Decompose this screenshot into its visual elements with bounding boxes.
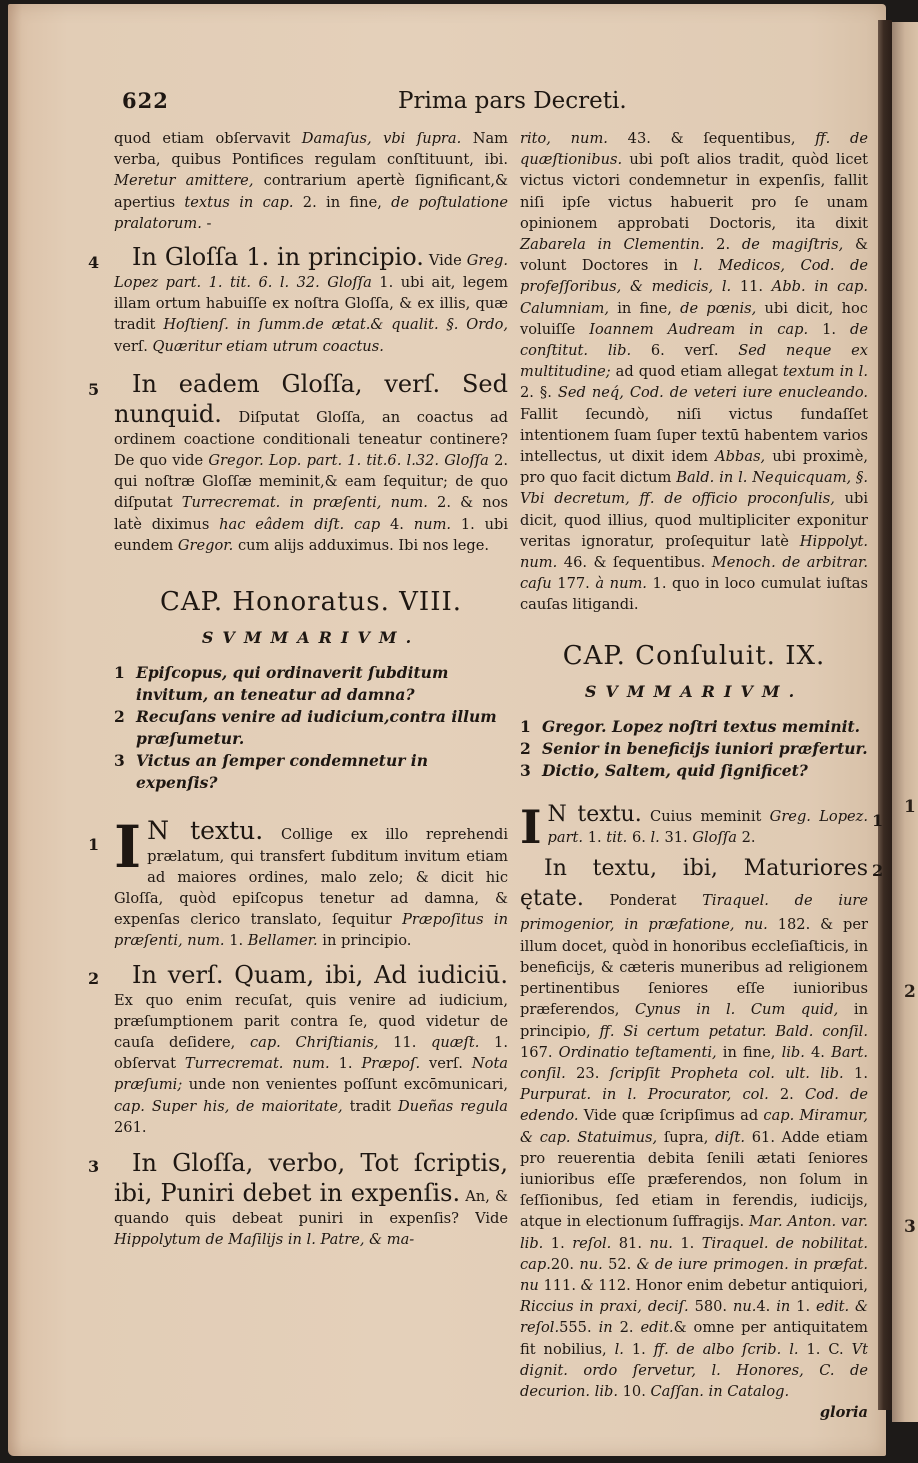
italic-run: Præpoſitus in præſenti, num. (114, 911, 508, 950)
text-run: ad quod etiam allegat (610, 363, 783, 381)
summarium-title: SVMMARIVM. (584, 681, 804, 701)
summarium-item: 3 Victus an ſemper condemnetur in expenſis? (114, 751, 428, 793)
italic-run: edit. & reſol. (520, 1298, 868, 1337)
text-run: 167. (520, 1043, 559, 1061)
text-run: 177. (551, 575, 596, 593)
italic-run: Abb. in cap. Calumniam, (520, 278, 868, 317)
italic-run: de magiſtris, (741, 236, 844, 254)
text-run: 6. (627, 829, 651, 847)
italic-run: Purpurat. in l. Procurator, col. (520, 1086, 769, 1104)
note-body (114, 409, 508, 554)
chapter-heading: CAP. Conſuluit. IX. (562, 640, 826, 671)
text-run: 555. (559, 1319, 599, 1337)
italic-run: Cynus in l. Cum quid, (634, 1001, 839, 1019)
text-run: 1. ubi ait, legem illam ortum habuiſſe ex noſtra Gloſſa, & ex illis, quæ tradit (114, 274, 508, 334)
note-2 (520, 854, 884, 1423)
lemma: In textu, ibi, Maturiores ętate. (520, 856, 868, 912)
note-2 (88, 960, 509, 1138)
text-run: & volunt Doctores in (520, 236, 868, 275)
text-run: 81. (611, 1234, 650, 1252)
text-run: 1. (623, 1340, 654, 1358)
text-run: - (201, 214, 212, 232)
text-run: 11. (731, 278, 772, 296)
margin-number: 1 (872, 811, 884, 831)
text-run: in fine, (609, 299, 681, 317)
text-run: 2. (736, 829, 756, 847)
text-run: 4. (380, 515, 414, 533)
italic-run: Ordinatio teſtamenti, (558, 1043, 717, 1061)
note-3 (88, 1148, 509, 1250)
text-run: 4. (804, 1043, 832, 1061)
italic-run: Nota præſumi; (114, 1055, 509, 1094)
italic-run: cap. Super his, de maioritate, (114, 1097, 343, 1115)
italic-run: Quæritur etiam utrum coactus. (152, 337, 384, 355)
italic-run: ſcripſit Propheta col. ult. lib. (609, 1064, 844, 1082)
italic-run: edit. (640, 1319, 674, 1337)
text-run: 111. (538, 1276, 581, 1294)
summarium-item: 3 Dictio, Saltem, quid ſignificet? (520, 761, 808, 781)
note-4 (88, 242, 509, 357)
text-run: 1. (224, 932, 248, 950)
text-run: 1. C. (798, 1340, 852, 1358)
note-5 (88, 369, 509, 556)
note-body (520, 892, 868, 1399)
text-run: verſ. (114, 337, 153, 355)
facing-margin-number: 3 (904, 1217, 916, 1237)
text-run: 31. (659, 829, 693, 847)
italic-run: de pœnis, (680, 299, 757, 317)
margin-number: 1 (88, 835, 100, 855)
italic-run: Zabarela in Clementin. (520, 236, 705, 254)
italic-run: ff. de albo ſcrib. l. (653, 1340, 799, 1358)
italic-run: Cod. de edendo. (520, 1086, 868, 1125)
italic-run: diſt. (715, 1128, 746, 1146)
italic-run: Abbas, (715, 448, 766, 466)
italic-run: textus in cap. (184, 193, 294, 211)
facing-margin-number: 1 (904, 797, 916, 817)
text-run: unde non venientes poſſunt excōmunicari, (182, 1076, 508, 1094)
italic-run: Gregor. (177, 536, 234, 554)
text-run: ubi poſt alios tradit, quòd licet victus victori condemnetur in expenſis, fallit niſi ipſe victus habuerit pro ſe unam opinionem approbati Doctoris, ita dixit (520, 151, 868, 232)
text-run: Ponderat (609, 892, 703, 910)
drop-cap: I (520, 800, 542, 855)
summarium-item: 1 Epiſcopus, qui ordinaverit ſubditum invitum, an teneatur ad damna? (114, 663, 449, 705)
italic-run: Riccius in praxi, deciſ. (520, 1298, 689, 1316)
italic-run: in (598, 1319, 613, 1337)
text-run: 2. (704, 236, 742, 254)
text-run: Nam verba, quibus Pontifices regulam conſtituunt, ibi. (114, 130, 509, 169)
italic-run: Tiraquel. de iure primogenior, in præfatione, nu. (520, 892, 869, 934)
summarium-item: 2 Recuſans venire ad iudicium,contra illum præſumetur. (114, 707, 497, 749)
italic-run: nu. (649, 1234, 673, 1252)
italic-run: Menoch. de arbitrar. caſu (520, 554, 868, 593)
italic-run: Caſſan. in Catalog. (650, 1382, 790, 1400)
italic-run: Tiraquel. de nobilitat. cap. (520, 1234, 868, 1273)
margin-number: 2 (872, 861, 884, 881)
text-run: 1. (843, 1064, 868, 1082)
text-run: 2. §. (520, 384, 558, 402)
italic-run: Bald. in l. Nequicquam, §. Vbi decretum, ff. de officio proconſulis, (520, 469, 868, 508)
italic-run: Damaſus, vbi ſupra. (301, 130, 462, 147)
italic-run: Greg. Lopez part. 1. tit. 6. l. 32. Gloſſa (114, 252, 508, 292)
text-run: cum alijs adduximus. Ibi nos lege. (233, 536, 490, 554)
italic-run: Meretur amittere, (114, 172, 254, 190)
italic-run: Vt dignit. ordo ſervetur, l. Honores, C. de decurion. lib. (520, 1340, 869, 1400)
page-number: 622 (122, 88, 169, 113)
italic-run: ff. de quæſtionibus. (520, 130, 868, 169)
italic-run: Gloſſa (692, 829, 737, 847)
text-run: 261. (114, 1118, 147, 1136)
summarium-list (114, 662, 508, 794)
text-run: 1. (583, 829, 607, 847)
text-run: 4. (756, 1298, 777, 1316)
text-run: 23. (565, 1064, 610, 1082)
page-header (122, 88, 862, 118)
text-run: contrarium apertè ſignificant,& apertius (114, 172, 508, 211)
text-run: tradit (342, 1097, 398, 1115)
facing-page-edge (892, 22, 918, 1422)
text-run: 1. (672, 1234, 702, 1252)
lemma: N textu. (147, 816, 264, 846)
drop-cap: I (114, 813, 142, 882)
text-run: 46. & ſequentibus. (557, 554, 712, 572)
text-run: Cuius meminit (650, 808, 770, 826)
italic-run: Bart. conſil. (520, 1043, 868, 1082)
text-run: 20. (550, 1255, 580, 1273)
right-column (520, 128, 884, 1423)
text-run: verſ. (420, 1055, 472, 1073)
italic-run: cap. Miramur, & cap. Statuimus, (520, 1107, 868, 1146)
lemma: In Gloſſa 1. in principio. (132, 243, 424, 272)
text-run: Collige ex illo reprehendi prælatum, qui transfert ſubditum invitum etiam ad maiores ordines, malo zelo; & dicit hic Gloſſa, quòd epiſcopus tenetur ad damna, & expenſas clerico translato, ſequitur (114, 826, 508, 929)
italic-run: hac eâdem diſt. cap (219, 515, 381, 533)
chapter-heading: CAP. Honoratus. VIII. (160, 587, 462, 618)
italic-run: Hippolytum de Maſilijs in l. Patre, & ma- (114, 1231, 415, 1249)
note-1 (520, 800, 884, 855)
text-run: 112. Honor enim debetur antiquiori, (593, 1276, 868, 1294)
italic-run: Hoſtienſ. in ſumm.de ætat.& qualit. §. Ordo, (163, 316, 509, 334)
book-gutter (878, 20, 892, 1410)
text-run: 580. (688, 1298, 733, 1316)
facing-margin-number: 2 (904, 982, 916, 1002)
italic-run: l. (614, 1340, 624, 1358)
text-run: ubi proximè, pro quo facit dictum (520, 448, 868, 487)
italic-run: nu. (732, 1298, 757, 1316)
italic-run: Sed neque ex multitudine; (520, 342, 868, 381)
text-run: 2. qui noſtræ Gloſſæ meminit,& eam ſequitur; de quo diſputat (114, 452, 508, 512)
italic-run: rito, num. (520, 130, 608, 147)
note-1 (88, 813, 508, 951)
italic-run: ff. Si certum petatur. Bald. conſil. (599, 1022, 868, 1040)
italic-run: à num. (595, 575, 647, 593)
text-run: 2. (612, 1319, 641, 1337)
text-run: 6. verſ. (631, 342, 739, 360)
text-run: in principio. (317, 932, 412, 950)
italic-run: Ioannem Audream in cap. (589, 320, 809, 338)
text-run: ubi dicit, quod illius, quod multipliciter exponitur veritas ignoratur, proſequitur latè (520, 490, 868, 550)
italic-run: Bellamer. (247, 932, 318, 950)
italic-run: l. Medicos, Cod. de profeſſoribus, & medicis, l. (520, 257, 868, 296)
italic-run: reſol. (572, 1234, 612, 1252)
text-run: ſupra, (657, 1128, 716, 1146)
margin-number: 2 (88, 968, 100, 988)
italic-run: num. (413, 515, 452, 533)
summarium-item: 1 Gregor. Lopez noſtri textus meminit. (520, 717, 861, 737)
text-run: 2. (768, 1086, 805, 1104)
margin-number: 3 (88, 1157, 100, 1177)
text-run: 182. & per illum docet, quòd in honoribus eccleſiaſticis, in beneficijs, & cæteris muneribus ad religionem pertinentibus ſeniores eſſe iunioribus præferendos, (520, 916, 868, 1019)
text-run: 2. & nos latè diximus (114, 494, 508, 533)
lemma: In eadem Gloſſa, verſ. Sed nunquid. (114, 369, 508, 428)
italic-run: Turrecremat. in præſenti, num. (181, 494, 428, 512)
italic-run: cap. Chriſtianis, (249, 1034, 379, 1052)
text-run: Diſputat Gloſſa, an coactus ad ordinem coactione conditionali teneatur continere? De quo vide (114, 408, 509, 470)
lemma: In verſ. Quam, ibi, Ad iudiciū. (132, 960, 508, 989)
italic-run: de conſtitut. lib. (520, 320, 869, 360)
catchword: gloria (819, 1404, 868, 1422)
text-run: Ex quo enim recuſat, quis venire ad iudicium, præſumptionem parit contra ſe, quod videtur de cauſa deſidere, (114, 991, 508, 1052)
italic-run: quæſt. (431, 1034, 480, 1052)
margin-number: 5 (88, 379, 100, 399)
text-run: ubi dicit, hoc voluiſſe (520, 299, 868, 338)
text-run: 52. (602, 1255, 637, 1273)
note-body (114, 992, 508, 1136)
italic-run: de poſtulatione pralatorum. (114, 193, 508, 232)
text-run: quod etiam obſervavit (114, 130, 302, 147)
italic-run: in (776, 1298, 791, 1316)
italic-run: textum in l. (782, 363, 868, 381)
text-run: Vide (428, 252, 467, 270)
text-run: 2. in fine, (293, 193, 392, 211)
text-run: Fallit ſecundò, niſi victus fundaſſet intentionem ſuam ſuper textū habentem varios intellectus, ut dixit idem (520, 405, 868, 466)
italic-run: & de iure primogen. in præfat. nu (520, 1255, 868, 1294)
text-run: 1. obſervat (114, 1034, 508, 1073)
italic-run: Gregor. Lop. part. 1. tit.6. l.32. Gloſſa (208, 452, 489, 470)
italic-run: Greg. Lopez. part. (547, 808, 869, 847)
italic-run: Dueñas regula (397, 1097, 508, 1115)
text-run: 1. (808, 320, 851, 338)
summarium-item: 2 Senior in beneficijs iuniori præfertur. (520, 739, 868, 759)
text-run: 11. (378, 1034, 432, 1052)
text-run: 1. ubi eundem (114, 515, 509, 554)
italic-run: Hippolyt. num. (520, 532, 868, 572)
text-run: 1. (790, 1298, 816, 1316)
text-run: & omne per antiquitatem fit nobilius, (520, 1319, 869, 1358)
summarium-title: SVMMARIVM. (201, 628, 421, 648)
summarium-list (520, 716, 868, 782)
text-run: Vide quæ ſcripſimus ad (578, 1107, 764, 1125)
text-run: 1. (543, 1234, 573, 1252)
italic-run: & (580, 1276, 594, 1294)
text-run: in fine, (716, 1043, 782, 1061)
text-run: 43. & ſequentibus, (607, 130, 816, 147)
left-column (88, 128, 509, 1251)
opening-paragraph (114, 128, 508, 234)
text-run: 10. (617, 1382, 651, 1400)
italic-run: Sed neq́, Cod. de veteri iure enucleando. (557, 384, 869, 402)
italic-run: l. (650, 829, 660, 847)
italic-run: tit. (606, 829, 628, 847)
italic-run: nu. (579, 1255, 603, 1273)
text-run: 1. (329, 1055, 362, 1073)
italic-run: lib. (781, 1043, 805, 1061)
lemma: In Gloſſa, verbo, Tot ſcriptis, ibi, Puniri debet in expenſis. (114, 1149, 508, 1208)
italic-run: Turrecremat. num. (184, 1055, 330, 1073)
italic-run: Præpoſ. (361, 1055, 421, 1073)
text-run: in principio, (520, 1001, 868, 1040)
text-run: 1. quo in loco cumulat iuſtas cauſas litigandi. (520, 575, 868, 614)
opening-paragraph (520, 128, 868, 616)
margin-number: 4 (88, 253, 100, 273)
running-head: Prima pars Decreti. (398, 88, 627, 114)
italic-run: Mar. Anton. var. lib. (520, 1213, 868, 1252)
text-run: An, & quando quis debeat puniri in expenſis? Vide (114, 1188, 509, 1228)
lemma: N textu. (547, 802, 642, 828)
text-run: 61. Adde etiam pro reuerentia debita ſenili ætati ſeniores iunioribus eſſe præferendos, non ſolum in ſeſſionibus, ſed etiam in ferendis, iudicijs, atque in electionum ſuffragijs. (520, 1128, 868, 1231)
